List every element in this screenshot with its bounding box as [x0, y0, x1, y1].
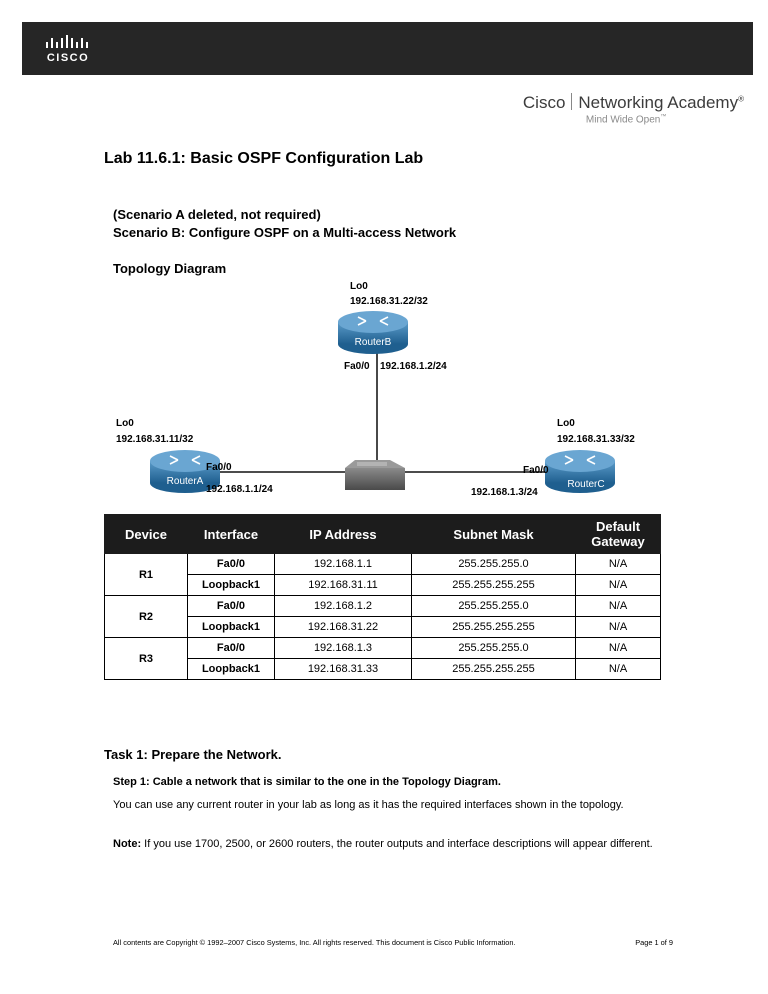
- cisco-wordmark: CISCO: [46, 52, 90, 64]
- mask-cell: 255.255.255.0: [412, 554, 576, 575]
- interface-cell: Fa0/0: [188, 638, 275, 659]
- interface-cell: Fa0/0: [188, 596, 275, 617]
- col-device: Device: [105, 515, 188, 554]
- task-1-heading: Task 1: Prepare the Network.: [104, 747, 282, 762]
- table-row: [105, 554, 661, 575]
- header-bar: [22, 22, 753, 75]
- routerB-label: RouterB: [354, 337, 392, 348]
- device-cell: R3: [105, 638, 188, 680]
- interface-cell: Loopback1: [188, 575, 275, 596]
- col-ip-address: IP Address: [275, 515, 412, 554]
- cisco-logo: [38, 34, 98, 66]
- lab-title: Lab 11.6.1: Basic OSPF Configuration Lab: [104, 150, 424, 167]
- ip-cell: 192.168.1.3: [275, 638, 412, 659]
- routerC-label: RouterC: [567, 479, 605, 490]
- mask-cell: 255.255.255.255: [412, 575, 576, 596]
- table-row: [105, 659, 661, 680]
- gateway-cell: N/A: [576, 596, 661, 617]
- ip-cell: 192.168.31.33: [275, 659, 412, 680]
- ip-cell: 192.168.1.1: [275, 554, 412, 575]
- gateway-cell: N/A: [576, 638, 661, 659]
- academy-product: Networking Academy: [578, 93, 739, 112]
- academy-logo: [523, 93, 744, 125]
- mask-cell: 255.255.255.0: [412, 638, 576, 659]
- table-row: [105, 617, 661, 638]
- page-footer: [113, 938, 673, 947]
- academy-name: Cisco: [522, 93, 566, 112]
- interface-cell: Fa0/0: [188, 554, 275, 575]
- ip-cell: 192.168.31.11: [275, 575, 412, 596]
- ip-cell: 192.168.31.22: [275, 617, 412, 638]
- addressing-table: [104, 514, 661, 680]
- routerC-lo-label: Lo0: [557, 418, 575, 429]
- routerA-lo-ip: 192.168.31.11/32: [116, 434, 194, 445]
- col-subnet-mask: Subnet Mask: [412, 515, 576, 554]
- scenario-b-heading: Scenario B: Configure OSPF on a Multi-access Network: [113, 225, 457, 240]
- routerC-lo-ip: 192.168.31.33/32: [557, 434, 635, 445]
- routerA-fa-label: Fa0/0: [206, 462, 232, 473]
- note-paragraph: [113, 837, 673, 852]
- note-text: If you use 1700, 2500, or 2600 routers, the router outputs and interface descriptions will appear different.: [141, 838, 653, 850]
- routerB-lo-label: Lo0: [350, 281, 368, 292]
- mask-cell: 255.255.255.0: [412, 596, 576, 617]
- routerC-fa-label: Fa0/0: [523, 465, 549, 476]
- col-default-gateway: Default Gateway: [576, 515, 661, 554]
- gateway-cell: N/A: [576, 659, 661, 680]
- table-row: [105, 596, 661, 617]
- gateway-cell: N/A: [576, 554, 661, 575]
- gateway-cell: N/A: [576, 617, 661, 638]
- routerB-lo-ip: 192.168.31.22/32: [350, 296, 428, 307]
- gateway-cell: N/A: [576, 575, 661, 596]
- routerC-fa-ip: 192.168.1.3/24: [471, 487, 538, 498]
- routerB-fa-label: Fa0/0: [344, 361, 370, 372]
- topology-diagram: [100, 275, 660, 505]
- page-number: Page 1 of 9: [635, 938, 673, 947]
- ip-cell: 192.168.1.2: [275, 596, 412, 617]
- academy-tagline: Mind Wide Open: [585, 114, 661, 126]
- step-1-paragraph: You can use any current router in your lab as long as it has the required interfaces shown in the topology.: [113, 799, 624, 811]
- academy-reg: ®: [738, 94, 744, 104]
- table-row: [105, 638, 661, 659]
- step-1-heading: Step 1: Cable a network that is similar to the one in the Topology Diagram.: [113, 776, 501, 788]
- interface-cell: Loopback1: [188, 617, 275, 638]
- cisco-bridge-icon: [38, 34, 98, 50]
- topology-heading: Topology Diagram: [113, 261, 227, 276]
- table-row: [105, 575, 661, 596]
- col-interface: Interface: [188, 515, 275, 554]
- mask-cell: 255.255.255.255: [412, 617, 576, 638]
- interface-cell: Loopback1: [188, 659, 275, 680]
- scenario-a-note: (Scenario A deleted, not required): [113, 207, 321, 222]
- note-label: Note:: [113, 838, 142, 850]
- routerA-label: RouterA: [166, 476, 204, 487]
- mask-cell: 255.255.255.255: [412, 659, 576, 680]
- routerA-lo-label: Lo0: [116, 418, 134, 429]
- copyright-text: All contents are Copyright © 1992–2007 Cisco Systems, Inc. All rights reserved. This document is Cisco Public Information.: [113, 938, 516, 947]
- academy-tm: ™: [660, 114, 667, 120]
- device-cell: R2: [105, 596, 188, 638]
- table-header-row: [105, 515, 661, 554]
- switch-icon: [345, 460, 405, 490]
- routerA-fa-ip: 192.168.1.1/24: [206, 484, 273, 495]
- routerB-fa-ip: 192.168.1.2/24: [380, 361, 447, 372]
- device-cell: R1: [105, 554, 188, 596]
